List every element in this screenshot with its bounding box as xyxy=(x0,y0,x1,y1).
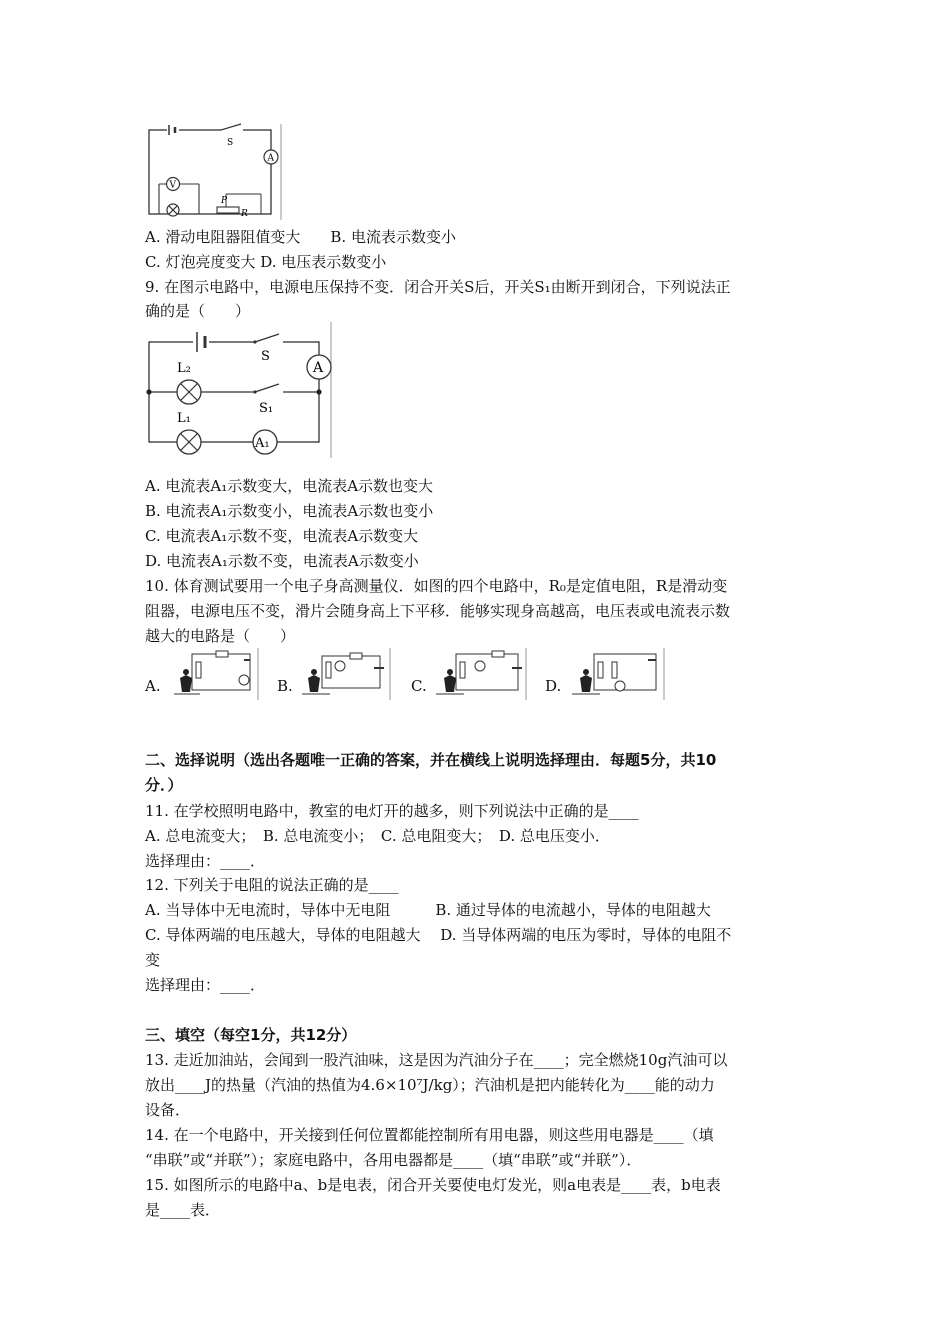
q9-switch-s1-label: S₁ xyxy=(259,401,274,416)
q9-circuit-diagram xyxy=(143,320,338,460)
q12-options-ab[interactable]: A. 当导体中无电流时，导体中无电阻 B. 通过导体的电流越小，导体的电阻越大 xyxy=(145,901,711,919)
q8-option-c[interactable]: C. 灯泡亮度变大 xyxy=(145,253,256,271)
section-2-title-line2: 分．） xyxy=(145,776,183,794)
q10-circuit-c xyxy=(430,648,530,700)
q8-voltmeter-label: V xyxy=(169,180,176,191)
q10-circuit-a xyxy=(164,648,262,700)
q9-stem-line2: 确的是（ ） xyxy=(145,302,251,320)
q10-circuit-b xyxy=(296,648,394,700)
q9-switch-s-label: S xyxy=(261,349,270,364)
q13-line3: 设备． xyxy=(145,1101,191,1119)
q9-option-a[interactable]: A. 电流表A₁示数变大，电流表A示数也变大 xyxy=(145,477,434,495)
q8-options-ab xyxy=(145,226,456,248)
q8-option-b[interactable]: B. 电流表示数变小 xyxy=(330,228,456,246)
q9-option-d[interactable]: D. 电流表A₁示数不变，电流表A示数变小 xyxy=(145,552,419,570)
q8-rheostat-label: R xyxy=(241,209,248,219)
q10-option-c-label[interactable]: C. xyxy=(411,677,427,695)
q13-line2: 放出____J的热量（汽油的热值为4.6×10⁷J/kg）；汽油机是把内能转化为____能的动力 xyxy=(145,1076,715,1094)
q9-lamp-l2-label: L₂ xyxy=(177,361,191,376)
q12-options-cd[interactable]: C. 导体两端的电压越大，导体的电阻越大 D. 当导体两端的电压为零时，导体的电阻不 xyxy=(145,926,732,944)
q9-option-c[interactable]: C. 电流表A₁示数不变，电流表A示数变大 xyxy=(145,527,419,545)
q8-option-a[interactable]: A. 滑动电阻器阻值变大 xyxy=(145,228,301,246)
q8-options-cd xyxy=(145,251,386,273)
q12-reason: 选择理由：____． xyxy=(145,976,266,994)
section-2-title-line1: 二、选择说明（选出各题唯一正确的答案，并在横线上说明选择理由．每题5分，共10 xyxy=(145,751,717,769)
q15-line1: 15. 如图所示的电路中a、b是电表，闭合开关要使电灯发光，则a电表是____表，b电表 xyxy=(145,1176,721,1194)
q10-circuit-d xyxy=(564,648,668,700)
q8-ammeter-label: A xyxy=(267,153,274,164)
q9-ammeter-a-label: A xyxy=(313,360,324,376)
q12-option-d-continued: 变 xyxy=(145,951,161,969)
q14-line1: 14. 在一个电路中，开关接到任何位置都能控制所有用电器，则这些用电器是____（填 xyxy=(145,1126,714,1144)
q11-stem: 11. 在学校照明电路中，教室的电灯开的越多，则下列说法中正确的是____ xyxy=(145,802,639,820)
q8-option-d[interactable]: D. 电压表示数变小 xyxy=(260,253,387,271)
q10-option-d-label[interactable]: D. xyxy=(545,677,562,695)
q8-circuit-diagram xyxy=(143,122,288,222)
q9-option-b[interactable]: B. 电流表A₁示数变小，电流表A示数也变小 xyxy=(145,502,434,520)
q10-option-a-label[interactable]: A. xyxy=(145,677,161,695)
q9-ammeter-a1-label: A₁ xyxy=(255,436,270,451)
q14-line2: “串联”或“并联”）；家庭电路中，各用电器都是____（填“串联”或“并联”）． xyxy=(145,1151,642,1169)
q11-reason: 选择理由：____． xyxy=(145,852,266,870)
q12-stem: 12. 下列关于电阻的说法正确的是____ xyxy=(145,876,399,894)
section-3-title: 三、填空（每空1分，共12分） xyxy=(145,1026,357,1044)
q15-line2: 是____表． xyxy=(145,1201,221,1219)
q8-slider-label: P xyxy=(221,196,228,206)
q13-line1: 13. 走近加油站，会闻到一股汽油味，这是因为汽油分子在____；完全燃烧10g汽油可以 xyxy=(145,1051,728,1069)
q10-option-b-label[interactable]: B. xyxy=(277,677,293,695)
q10-stem-line3: 越大的电路是（ ） xyxy=(145,627,296,645)
q8-switch-label: S xyxy=(227,138,234,148)
q10-stem-line1: 10. 体育测试要用一个电子身高测量仪．如图的四个电路中，R₀是定值电阻，R是滑动变 xyxy=(145,577,728,595)
q9-lamp-l1-label: L₁ xyxy=(177,411,191,426)
q10-stem-line2: 阻器，电源电压不变，滑片会随身高上下平移．能够实现身高越高，电压表或电流表示数 xyxy=(145,602,731,620)
q11-options[interactable]: A. 总电流变大； B. 总电流变小； C. 总电阻变大； D. 总电压变小． xyxy=(145,827,610,845)
q9-stem-line1: 9. 在图示电路中，电源电压保持不变．闭合开关S后，开关S₁由断开到闭合，下列说法正 xyxy=(145,278,731,296)
